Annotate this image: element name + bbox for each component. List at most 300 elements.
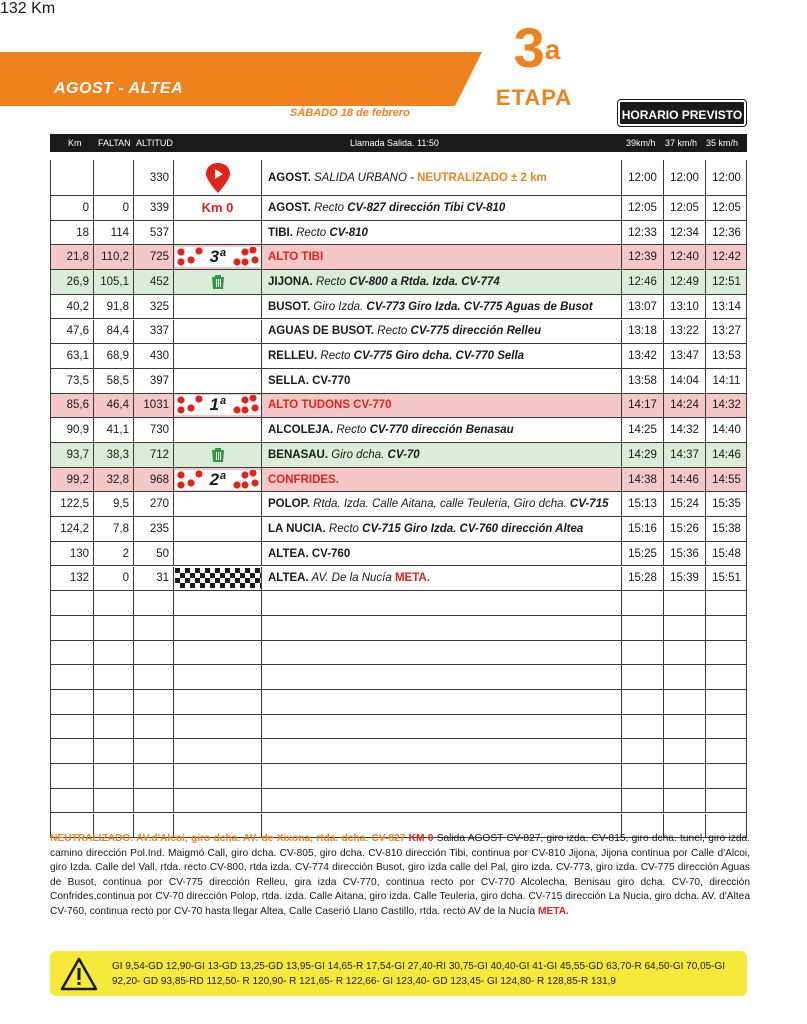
cell-t3 bbox=[706, 616, 747, 640]
table-row bbox=[50, 443, 747, 468]
cell-km bbox=[50, 739, 94, 763]
desc-place: LA NUCIA. bbox=[268, 522, 326, 535]
desc-note: Recto bbox=[374, 325, 411, 338]
stage-word: ETAPA bbox=[495, 85, 573, 110]
cell-km bbox=[50, 616, 94, 640]
cell-desc bbox=[262, 270, 622, 294]
cell-fal: 110,2 bbox=[94, 245, 134, 269]
table-row bbox=[50, 764, 747, 789]
table-row bbox=[50, 789, 747, 814]
cell-km: 26,9 bbox=[50, 270, 94, 294]
banner-text bbox=[0, 0, 807, 97]
cell-ico bbox=[174, 443, 262, 467]
cell-ico bbox=[174, 468, 262, 492]
cell-km bbox=[50, 789, 94, 813]
cell-t3: 15:35 bbox=[712, 498, 741, 511]
cell-desc bbox=[262, 690, 622, 714]
cell-km: 18 bbox=[50, 221, 94, 245]
route-notes bbox=[50, 832, 750, 920]
cell-fal: 41,1 bbox=[94, 418, 134, 442]
cell-t3 bbox=[706, 665, 747, 689]
cell-ico bbox=[174, 789, 262, 813]
cell-desc bbox=[262, 492, 622, 516]
cell-fal: 0 bbox=[94, 196, 134, 220]
cell-t2 bbox=[664, 690, 706, 714]
desc-road: CV-770 dirección Benasau bbox=[369, 424, 514, 437]
cell-km: 122,5 bbox=[50, 492, 94, 516]
desc-road: CV-715 bbox=[569, 498, 609, 511]
table-row bbox=[50, 295, 747, 320]
mountain-category: 1ª bbox=[209, 395, 226, 415]
cell-alt bbox=[134, 591, 174, 615]
cell-ico bbox=[174, 221, 262, 245]
cell-ico bbox=[174, 295, 262, 319]
cell-fal bbox=[94, 160, 134, 195]
cell-t3: 12:42 bbox=[712, 251, 741, 264]
table-row bbox=[50, 567, 747, 592]
cell-fal bbox=[94, 641, 134, 665]
desc-place: RELLEU. bbox=[268, 350, 318, 363]
cell-desc bbox=[262, 245, 622, 269]
cell-desc bbox=[262, 665, 622, 689]
cell-t1: 15:13 bbox=[622, 492, 664, 516]
cell-t1 bbox=[622, 591, 664, 615]
cell-desc bbox=[262, 616, 622, 640]
cell-alt bbox=[134, 665, 174, 689]
cell-ico bbox=[174, 517, 262, 541]
cell-t3: 12:51 bbox=[712, 275, 741, 288]
cell-fal: 9,5 bbox=[94, 492, 134, 516]
desc-place: CONFRIDES. bbox=[268, 473, 339, 486]
cell-fal bbox=[94, 764, 134, 788]
table-row bbox=[50, 517, 747, 542]
cell-t3: 14:40 bbox=[712, 424, 741, 437]
cell-t1: 13:18 bbox=[622, 320, 664, 344]
cell-km: 85,6 bbox=[50, 394, 94, 418]
cell-desc bbox=[262, 160, 622, 195]
table-row bbox=[50, 221, 747, 246]
cell-t3: 14:55 bbox=[712, 473, 741, 486]
cell-ico bbox=[174, 418, 262, 442]
notes-km0: KM 0 bbox=[408, 833, 434, 844]
desc-place: AGOST. bbox=[268, 201, 311, 214]
cell-t2: 12:49 bbox=[664, 270, 706, 294]
cell-t1: 12:46 bbox=[622, 270, 664, 294]
table-header bbox=[50, 134, 747, 152]
cell-ico bbox=[174, 739, 262, 763]
desc-note: Recto bbox=[312, 275, 350, 288]
table-row bbox=[50, 542, 747, 567]
cell-km: 99,2 bbox=[50, 468, 94, 492]
cell-t3 bbox=[706, 715, 747, 739]
cell-t3: 12:00 bbox=[712, 171, 741, 184]
cell-ico bbox=[174, 160, 262, 195]
col-altitud: ALTITUD bbox=[136, 138, 173, 148]
table-row bbox=[50, 245, 747, 270]
cell-desc bbox=[262, 418, 622, 442]
cell-fal bbox=[94, 616, 134, 640]
cell-alt: 725 bbox=[134, 245, 174, 269]
desc-note: Rtda. Izda. Calle Aitana, calle Teuleria, Giro dcha. bbox=[309, 498, 570, 511]
cell-desc bbox=[262, 591, 622, 615]
cell-ico bbox=[174, 245, 262, 269]
desc-road: NEUTRALIZADO ± 2 km bbox=[417, 171, 547, 184]
notes-label-rest: AV.d'Alcoi, giro dcha. AV. de Xixona, rtda. dcha. CV-827 bbox=[133, 833, 409, 844]
cell-alt: 452 bbox=[134, 270, 174, 294]
cell-desc bbox=[262, 641, 622, 665]
cell-km bbox=[50, 665, 94, 689]
cell-km: 73,5 bbox=[50, 369, 94, 393]
cell-ico bbox=[174, 394, 262, 418]
cell-t2: 15:39 bbox=[664, 567, 706, 591]
cell-ico bbox=[174, 369, 262, 393]
cell-km bbox=[50, 690, 94, 714]
cell-km bbox=[50, 715, 94, 739]
route-table bbox=[50, 160, 747, 838]
desc-road: CV-70 bbox=[387, 448, 420, 461]
cell-t2: 12:00 bbox=[664, 160, 706, 195]
desc-note: Recto bbox=[310, 201, 348, 214]
cell-km bbox=[50, 641, 94, 665]
cell-t1: 15:25 bbox=[622, 542, 664, 566]
table-row bbox=[50, 739, 747, 764]
cell-t1 bbox=[622, 641, 664, 665]
cell-alt: 537 bbox=[134, 221, 174, 245]
notes-meta: META. bbox=[537, 905, 569, 917]
col-speed-3: 35 km/h bbox=[706, 138, 739, 148]
mountain-category: 3ª bbox=[209, 247, 226, 267]
cell-t1 bbox=[622, 715, 664, 739]
cell-t2 bbox=[664, 641, 706, 665]
cell-t2: 14:32 bbox=[664, 418, 706, 442]
warning-icon bbox=[60, 957, 98, 991]
desc-note: Recto bbox=[333, 424, 370, 437]
cell-t2 bbox=[664, 764, 706, 788]
cell-km: 47,6 bbox=[50, 320, 94, 344]
mountain-category: 2ª bbox=[209, 469, 226, 489]
cell-fal: 58,5 bbox=[94, 369, 134, 393]
cell-ico bbox=[174, 665, 262, 689]
cell-t2: 13:10 bbox=[664, 295, 706, 319]
cell-t1 bbox=[622, 739, 664, 763]
stage-date: SÁBADO 18 de febrero bbox=[290, 107, 410, 119]
warning-text: GI 9,54-GD 12,90-GI 13-GD 13,25-GD 13,95-GI 14,65-R 17,54-GI 27,40-RI 30,75-GI 40,40-GI 41-GI 45,55-GD 63,70-R 64,50-GI 70,05-GI 92,20- GD 93,85-RD 112,50- R 120,90- R 121,65- R 122,66- GI 123,40- GD 123,45- GI 124,80- R 128,85-R 131,9 bbox=[112, 961, 726, 987]
cell-desc bbox=[262, 221, 622, 245]
cell-t3 bbox=[706, 764, 747, 788]
cell-t1: 12:05 bbox=[622, 196, 664, 220]
desc-place: BENASAU. bbox=[268, 448, 329, 461]
cell-fal bbox=[94, 715, 134, 739]
cell-fal: 32,8 bbox=[94, 468, 134, 492]
cell-desc bbox=[262, 789, 622, 813]
cell-ico bbox=[174, 320, 262, 344]
table-row bbox=[50, 160, 747, 196]
table-row bbox=[50, 369, 747, 394]
cell-alt bbox=[134, 739, 174, 763]
cell-km: 21,8 bbox=[50, 245, 94, 269]
cell-alt: 330 bbox=[134, 160, 174, 195]
cell-t2 bbox=[664, 616, 706, 640]
stage-number bbox=[498, 18, 576, 78]
col-speed-1: 39km/h bbox=[626, 138, 656, 148]
cell-desc bbox=[262, 517, 622, 541]
table-left-border bbox=[50, 160, 51, 838]
stage-route: AGOST - ALTEA bbox=[54, 80, 184, 97]
cell-fal: 68,9 bbox=[94, 344, 134, 368]
warning-box bbox=[50, 951, 747, 996]
cell-km: 132 bbox=[50, 567, 94, 591]
cell-t2: 12:34 bbox=[664, 221, 706, 245]
km0-label: Km 0 bbox=[201, 200, 234, 216]
cell-alt: 325 bbox=[134, 295, 174, 319]
table-row bbox=[50, 418, 747, 443]
desc-place: AGOST. bbox=[268, 171, 311, 184]
cell-t2: 13:22 bbox=[664, 320, 706, 344]
desc-place: POLOP. bbox=[268, 498, 310, 511]
cell-ico bbox=[174, 492, 262, 516]
cell-t1: 14:38 bbox=[622, 468, 664, 492]
start-pin-icon bbox=[205, 162, 231, 194]
cell-fal bbox=[94, 739, 134, 763]
cell-alt: 270 bbox=[134, 492, 174, 516]
cell-alt: 397 bbox=[134, 369, 174, 393]
desc-place: ALTO TIBI bbox=[268, 251, 324, 264]
desc-place: TIBI. bbox=[268, 226, 293, 239]
cell-t3: 14:32 bbox=[712, 399, 741, 412]
cell-alt: 339 bbox=[134, 196, 174, 220]
cell-alt bbox=[134, 616, 174, 640]
cell-fal: 38,3 bbox=[94, 443, 134, 467]
table-row bbox=[50, 196, 747, 221]
cell-t3: 12:36 bbox=[712, 226, 741, 239]
cell-fal: 46,4 bbox=[94, 394, 134, 418]
cell-ico bbox=[174, 344, 262, 368]
cell-desc bbox=[262, 764, 622, 788]
desc-road: CV-775 Giro dcha. CV-770 Sella bbox=[353, 350, 525, 363]
cell-t2: 14:46 bbox=[664, 468, 706, 492]
cell-desc bbox=[262, 320, 622, 344]
cell-fal: 114 bbox=[94, 221, 134, 245]
cell-t3 bbox=[706, 789, 747, 813]
cell-ico bbox=[174, 196, 262, 220]
cell-ico bbox=[174, 715, 262, 739]
desc-road: CV-800 a Rtda. Izda. CV-774 bbox=[349, 275, 500, 288]
cell-t3: 13:27 bbox=[712, 325, 741, 338]
cell-t3: 15:38 bbox=[712, 522, 741, 535]
table-row bbox=[50, 344, 747, 369]
table-row bbox=[50, 591, 747, 616]
desc-road: CV-773 Giro Izda. CV-775 Aguas de Busot bbox=[366, 300, 593, 313]
desc-road: CV-810 bbox=[329, 226, 368, 239]
cell-desc bbox=[262, 542, 622, 566]
mountain-badge-3 bbox=[175, 247, 261, 267]
cell-km: 90,9 bbox=[50, 418, 94, 442]
cell-t2: 14:04 bbox=[664, 369, 706, 393]
desc-road: META. bbox=[394, 572, 430, 585]
cell-km: 0 bbox=[50, 196, 94, 220]
cell-alt bbox=[134, 641, 174, 665]
desc-note: Giro Izda. bbox=[310, 300, 367, 313]
cell-t1: 15:16 bbox=[622, 517, 664, 541]
cell-km: 40,2 bbox=[50, 295, 94, 319]
col-call: Llamada Salida. 11:50 bbox=[350, 138, 439, 148]
stage-number-suffix: a bbox=[544, 34, 561, 65]
cell-fal: 7,8 bbox=[94, 517, 134, 541]
cell-t2: 15:36 bbox=[664, 542, 706, 566]
cell-alt: 235 bbox=[134, 517, 174, 541]
desc-place: ALTEA. CV-760 bbox=[268, 547, 351, 560]
cell-desc bbox=[262, 196, 622, 220]
cell-desc bbox=[262, 468, 622, 492]
notes-label: NEUTRALIZADO. bbox=[50, 833, 134, 844]
cell-t1: 14:17 bbox=[622, 394, 664, 418]
desc-note: SALIDA URBANO - bbox=[310, 171, 418, 184]
cell-t1: 14:25 bbox=[622, 418, 664, 442]
cell-fal bbox=[94, 665, 134, 689]
cell-t3 bbox=[706, 591, 747, 615]
table-right-border bbox=[746, 160, 747, 838]
finish-flag-icon bbox=[175, 568, 261, 588]
cell-ico bbox=[174, 270, 262, 294]
table-row bbox=[50, 270, 747, 295]
cell-t2: 12:40 bbox=[664, 245, 706, 269]
desc-place: ALTEA. bbox=[268, 572, 309, 585]
cell-alt: 730 bbox=[134, 418, 174, 442]
feed-zone-icon bbox=[211, 447, 225, 463]
cell-desc bbox=[262, 344, 622, 368]
cell-t2: 14:37 bbox=[664, 443, 706, 467]
cell-alt: 712 bbox=[134, 443, 174, 467]
cell-t2: 12:05 bbox=[664, 196, 706, 220]
cell-desc bbox=[262, 394, 622, 418]
desc-place: JIJONA. bbox=[268, 275, 313, 288]
cell-t3: 14:11 bbox=[712, 374, 741, 387]
cell-t2 bbox=[664, 715, 706, 739]
table-row bbox=[50, 665, 747, 690]
cell-t1: 13:42 bbox=[622, 344, 664, 368]
cell-km: 93,7 bbox=[50, 443, 94, 467]
cell-t1: 12:39 bbox=[622, 245, 664, 269]
table-row bbox=[50, 641, 747, 666]
cell-t1 bbox=[622, 789, 664, 813]
col-faltan: FALTAN bbox=[98, 138, 131, 148]
desc-place: ALTO TUDONS CV-770 bbox=[268, 399, 392, 412]
cell-t2 bbox=[664, 591, 706, 615]
cell-ico bbox=[174, 616, 262, 640]
cell-desc bbox=[262, 739, 622, 763]
cell-t1: 13:07 bbox=[622, 295, 664, 319]
table-row bbox=[50, 394, 747, 419]
cell-t2 bbox=[664, 739, 706, 763]
cell-t1 bbox=[622, 616, 664, 640]
cell-t3: 15:51 bbox=[712, 572, 741, 585]
table-row bbox=[50, 320, 747, 345]
cell-ico bbox=[174, 641, 262, 665]
cell-t1: 14:29 bbox=[622, 443, 664, 467]
desc-place: AGUAS DE BUSOT. bbox=[268, 325, 375, 338]
table-row bbox=[50, 616, 747, 641]
cell-alt: 430 bbox=[134, 344, 174, 368]
cell-km: 130 bbox=[50, 542, 94, 566]
cell-alt: 50 bbox=[134, 542, 174, 566]
cell-fal: 105,1 bbox=[94, 270, 134, 294]
cell-fal: 0 bbox=[94, 567, 134, 591]
cell-t1: 13:58 bbox=[622, 369, 664, 393]
cell-t1: 15:28 bbox=[622, 567, 664, 591]
cell-t2: 15:26 bbox=[664, 517, 706, 541]
cell-t3 bbox=[706, 739, 747, 763]
stage-distance: 132 Km bbox=[0, 0, 56, 17]
cell-alt: 968 bbox=[134, 468, 174, 492]
cell-alt bbox=[134, 789, 174, 813]
cell-alt bbox=[134, 690, 174, 714]
cell-ico bbox=[174, 591, 262, 615]
desc-road: CV-827 dirección Tibi CV-810 bbox=[347, 201, 506, 214]
cell-t2 bbox=[664, 789, 706, 813]
cell-desc bbox=[262, 443, 622, 467]
cell-t1: 12:00 bbox=[622, 160, 664, 195]
cell-t2: 13:47 bbox=[664, 344, 706, 368]
cell-alt bbox=[134, 715, 174, 739]
cell-ico bbox=[174, 567, 262, 591]
cell-desc bbox=[262, 369, 622, 393]
cell-t1 bbox=[622, 665, 664, 689]
cell-desc bbox=[262, 295, 622, 319]
desc-place: BUSOT. bbox=[268, 300, 311, 313]
cell-t1 bbox=[622, 690, 664, 714]
cell-ico bbox=[174, 542, 262, 566]
cell-t3: 13:53 bbox=[712, 350, 741, 363]
desc-note: AV. De la Nucía bbox=[308, 572, 395, 585]
col-speed-2: 37 km/h bbox=[665, 138, 698, 148]
cell-desc bbox=[262, 715, 622, 739]
cell-t3: 15:48 bbox=[712, 547, 741, 560]
cell-t1 bbox=[622, 764, 664, 788]
desc-place: SELLA. CV-770 bbox=[268, 374, 351, 387]
cell-fal bbox=[94, 690, 134, 714]
table-row bbox=[50, 715, 747, 740]
cell-t3: 12:05 bbox=[712, 201, 741, 214]
desc-note: Recto bbox=[292, 226, 330, 239]
cell-fal: 84,4 bbox=[94, 320, 134, 344]
cell-fal: 91,8 bbox=[94, 295, 134, 319]
notes-body: Salida AGOST CV-827, giro izda. CV-815, giro dcha. tunel, giro izda. camino dirección Pol.Ind. Maigmó Call, giro dcha. CV-805, giro dcha. CV-810 dirección Tibi, continua por CV-810 Jijona, Jijona continua por Calle d'Alcoi, giro Izda. Calle del Vall, rtda. recto CV-800, rtda izda. CV-774 dirección Busot, giro izda calle del Pal, giro izda. CV-773, giro izda. CV-775 dirección Aguas de Busot, continua por CV-775 dirección Relleu, gira izda CV-770, continua recto por CV-770 Alcolecha, Benisau giro dcha. CV-70, dirección Confrides,continua por CV-70 dirección Polop, rtda. izda. Calle Aitana, giro izda. Calle Teuleria, giro dcha. CV-715 dirección La Nucia, giro dcha. AV. d'Altea CV-760, continua recto por CV-70 hasta llegar Altea, Calle Caserió Llano Castillo, rtda. recto AV de la Nucía bbox=[50, 833, 750, 917]
cell-desc bbox=[262, 567, 622, 591]
cell-km bbox=[50, 160, 94, 195]
cell-km: 124,2 bbox=[50, 517, 94, 541]
cell-ico bbox=[174, 764, 262, 788]
desc-road: CV-775 dirección Relleu bbox=[410, 325, 542, 338]
desc-road: CV-715 Giro Izda. CV-760 dirección Altea bbox=[362, 522, 584, 535]
cell-fal bbox=[94, 591, 134, 615]
table-row bbox=[50, 690, 747, 715]
cell-t1: 12:33 bbox=[622, 221, 664, 245]
cell-alt: 1031 bbox=[134, 394, 174, 418]
cell-km: 63,1 bbox=[50, 344, 94, 368]
desc-place: ALCOLEJA. bbox=[268, 424, 334, 437]
desc-note: Recto bbox=[317, 350, 354, 363]
table-row bbox=[50, 468, 747, 493]
cell-t3 bbox=[706, 641, 747, 665]
stage-number-digit: 3 bbox=[513, 16, 545, 79]
cell-t2 bbox=[664, 665, 706, 689]
mountain-badge-9 bbox=[175, 395, 261, 415]
cell-km bbox=[50, 591, 94, 615]
cell-ico bbox=[174, 690, 262, 714]
col-km: Km bbox=[68, 138, 82, 148]
mountain-badge-12 bbox=[175, 470, 261, 490]
cell-alt bbox=[134, 764, 174, 788]
